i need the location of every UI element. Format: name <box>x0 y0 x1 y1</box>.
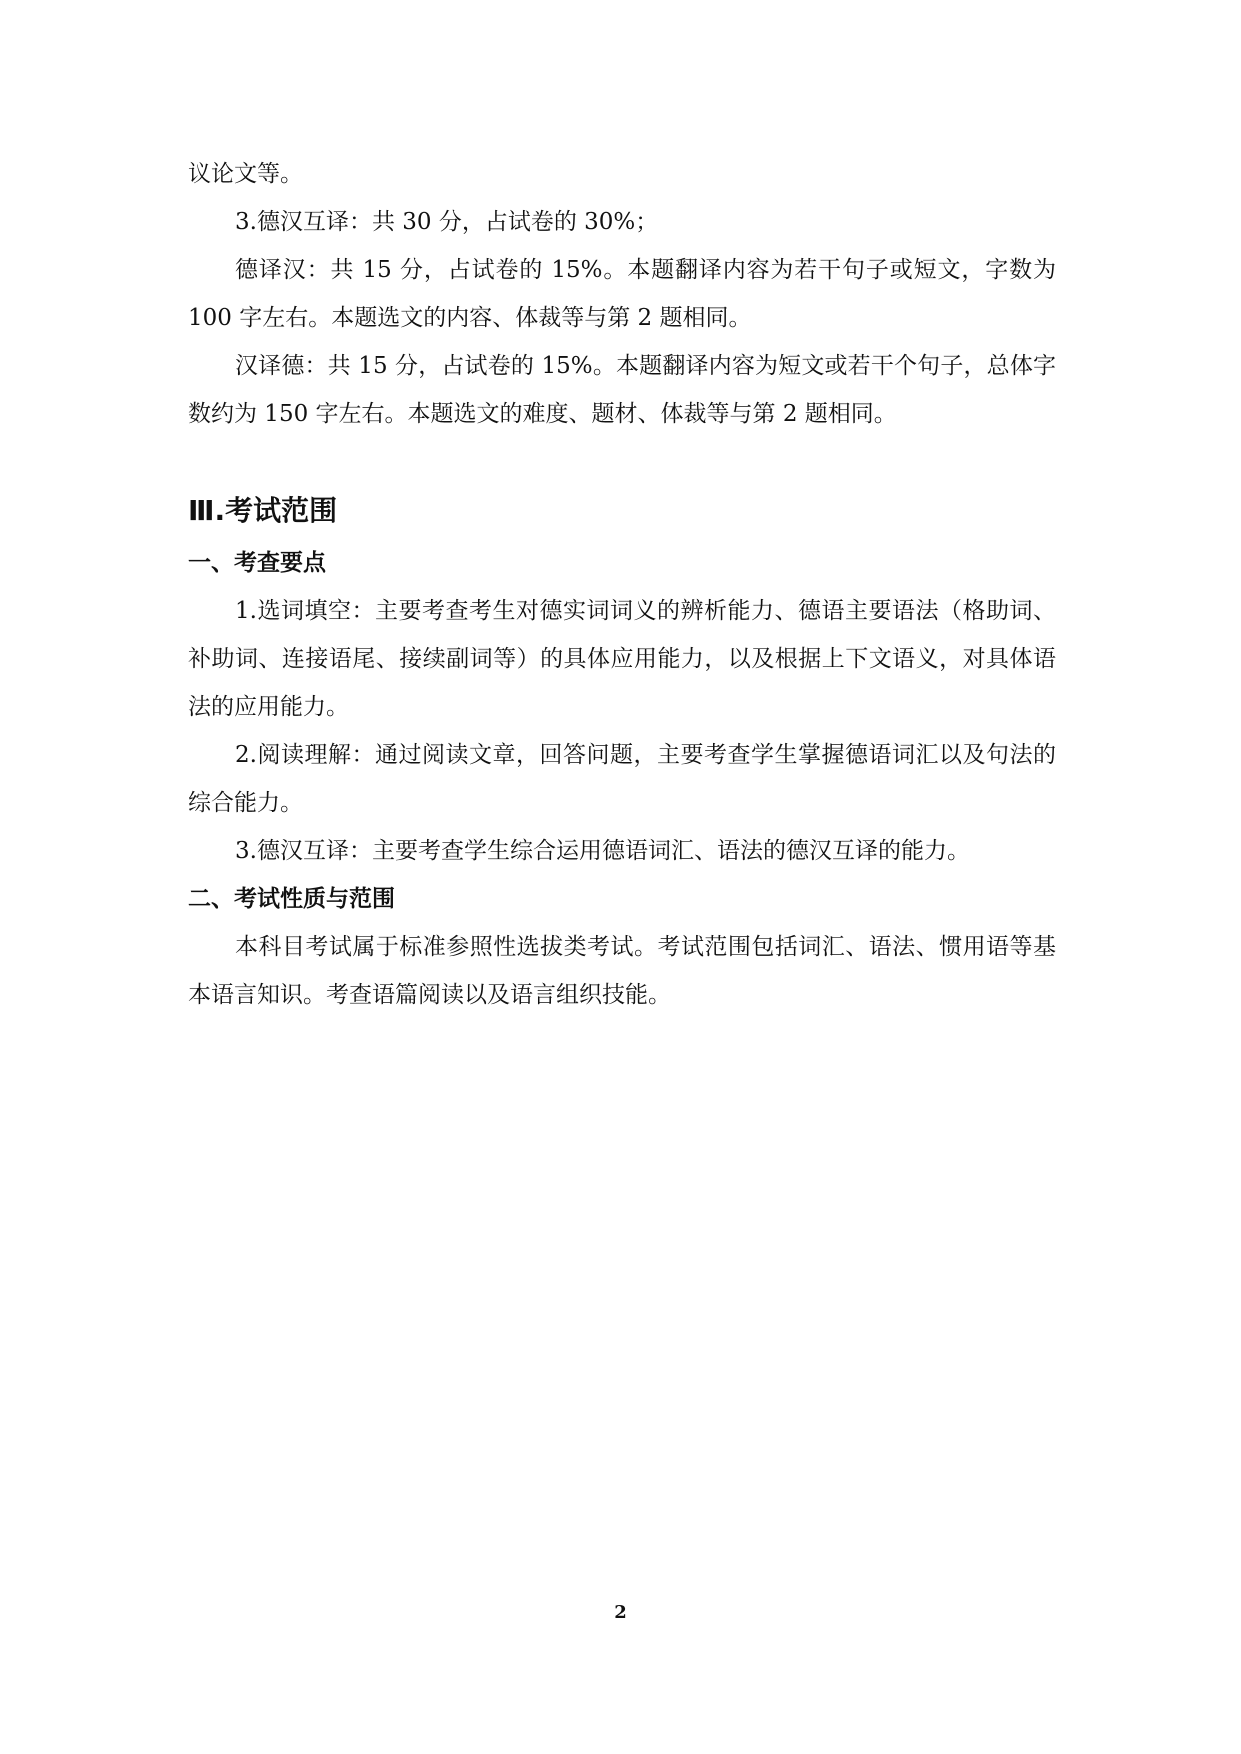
paragraph-exam-nature: 本科目考试属于标准参照性选拔类考试。考试范围包括词汇、语法、惯用语等基本语言知识。考查语篇阅读以及语言组织技能。 <box>188 934 1056 1008</box>
paragraph-chinese-to-german: 汉译德：共 15 分，占试卷的 15%。本题翻译内容为短文或若干个句子，总体字数约为 150 字左右。本题选文的难度、题材、体裁等与第 2 题相同。 <box>188 353 1056 427</box>
page-content <box>188 150 1056 1019</box>
paragraph-translation-total: 3.德汉互译：共 30 分，占试卷的 30%； <box>235 209 659 235</box>
key-point-item-2: 2.阅读理解：通过阅读文章，回答问题，主要考查学生掌握德语词汇以及句法的综合能力。 <box>188 742 1056 816</box>
key-point-item-1: 1.选词填空：主要考查考生对德实词词义的辨析能力、德语主要语法（格助词、补助词、连接语尾、接续副词等）的具体应用能力，以及根据上下文语义，对具体语法的应用能力。 <box>188 598 1056 720</box>
paragraph-german-to-chinese: 德译汉：共 15 分，占试卷的 15%。本题翻译内容为若干句子或短文，字数为100 字左右。本题选文的内容、体裁等与第 2 题相同。 <box>188 257 1056 331</box>
section-title-exam-scope: Ⅲ.考试范围 <box>188 494 338 527</box>
page-number: 2 <box>614 1602 627 1623</box>
subheading-key-points: 一、考查要点 <box>188 550 326 576</box>
key-point-item-3: 3.德汉互译：主要考查学生综合运用德语词汇、语法的德汉互译的能力。 <box>235 838 970 864</box>
subheading-exam-nature-scope: 二、考试性质与范围 <box>188 886 395 912</box>
paragraph-continuation: 议论文等。 <box>188 161 303 187</box>
